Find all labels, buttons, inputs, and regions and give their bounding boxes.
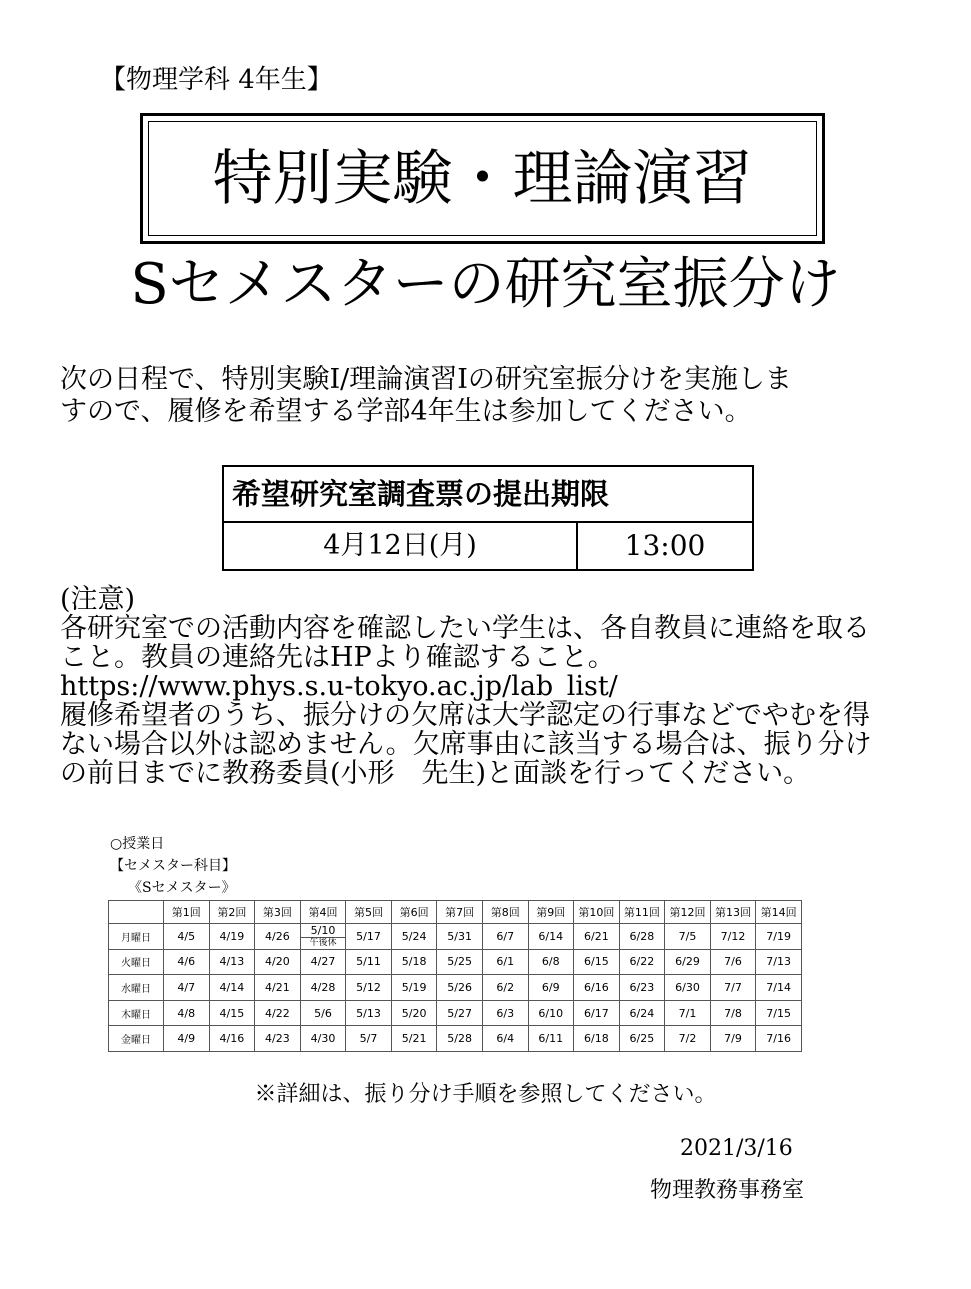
calendar-date-cell: 4/30 [300,1026,346,1052]
calendar-date-cell: 6/4 [482,1026,528,1052]
session-header: 第9回 [528,901,574,924]
weekday-label: 水曜日 [109,975,164,1001]
session-header: 第8回 [482,901,528,924]
calendar-date-cell: 4/26 [255,924,301,950]
afternoon-off-note: 午後休 [301,937,346,948]
deadline-box [222,465,754,571]
calendar-row-wednesday [109,975,802,1001]
calendar-date-cell: 6/8 [528,949,574,975]
notes-line: の前日までに教務委員(小形 先生)と面談を行ってください。 [60,758,811,789]
lab-list-url[interactable]: https://www.phys.s.u-tokyo.ac.jp/lab_list/ [60,671,618,702]
calendar-date-cell: 7/1 [665,1000,711,1026]
notes-line: こと。教員の連絡先はHPより確認すること。 [60,642,615,673]
calendar-date-cell: 6/2 [482,975,528,1001]
calendar-date-cell: 7/12 [710,924,756,950]
intro-line: すので、履修を希望する学部4年生は参加してください。 [60,396,752,427]
calendar-date-cell: 5/13 [346,1000,392,1026]
session-header: 第3回 [255,901,301,924]
deadline-heading: 希望研究室調査票の提出期限 [224,467,752,523]
weekday-label: 月曜日 [109,924,164,950]
intro-line: 次の日程で、特別実験I/理論演習Iの研究室振分けを実施しま [60,364,792,395]
session-header: 第13回 [710,901,756,924]
calendar-label-s-semester: 《Sセメスター》 [128,880,236,896]
calendar-date-cell: 7/7 [710,975,756,1001]
calendar-date-cell: 4/19 [209,924,255,950]
calendar-date-cell: 7/16 [756,1026,802,1052]
calendar-date-cell: 5/31 [437,924,483,950]
calendar-date-cell: 6/28 [619,924,665,950]
notes-section [60,585,920,788]
calendar-date-cell: 6/14 [528,924,574,950]
issuing-office: 物理教務事務室 [650,1178,805,1203]
calendar-date-cell: 6/25 [619,1026,665,1052]
calendar-date-cell: 7/9 [710,1026,756,1052]
calendar-date-cell: 4/13 [209,949,255,975]
session-header: 第6回 [391,901,437,924]
calendar-date-cell: 6/29 [665,949,711,975]
calendar-date-cell: 4/28 [300,975,346,1001]
calendar-date-cell: 6/30 [665,975,711,1001]
calendar-date-value: 5/10 [310,923,336,937]
calendar-date-cell: 5/19 [391,975,437,1001]
calendar-date-cell: 7/13 [756,949,802,975]
calendar-date-cell: 7/6 [710,949,756,975]
calendar-label-semester-courses: 【セメスター科目】 [110,858,236,874]
calendar-date-cell: 6/7 [482,924,528,950]
calendar-row-monday [109,924,802,950]
calendar-date-cell: 4/15 [209,1000,255,1026]
calendar-date-cell: 5/12 [346,975,392,1001]
weekday-label: 火曜日 [109,949,164,975]
calendar-date-cell: 6/21 [574,924,620,950]
grade-tag: 【物理学科 4年生】 [100,65,333,95]
calendar-date-cell: 7/15 [756,1000,802,1026]
session-header: 第10回 [574,901,620,924]
calendar-date-cell: 6/9 [528,975,574,1001]
calendar-date-cell: 4/16 [209,1026,255,1052]
calendar-date-cell: 4/21 [255,975,301,1001]
calendar-date-cell: 4/23 [255,1026,301,1052]
calendar-date-cell: 5/26 [437,975,483,1001]
calendar-date-cell: 5/7 [346,1026,392,1052]
deadline-time: 13:00 [624,529,706,562]
calendar-date-cell: 6/22 [619,949,665,975]
title-inner-frame [148,121,817,236]
session-header: 第1回 [164,901,210,924]
calendar-date-cell: 4/9 [164,1026,210,1052]
footer-note: ※詳細は、振り分け手順を参照してください。 [254,1082,717,1107]
session-header: 第12回 [665,901,711,924]
notes-line: 履修希望者のうち、振分けの欠席は大学認定の行事などでやむを得 [60,700,870,731]
calendar-date-cell: 6/15 [574,949,620,975]
calendar-date-cell: 7/19 [756,924,802,950]
calendar-date-cell: 5/21 [391,1026,437,1052]
session-header: 第4回 [300,901,346,924]
calendar-date-cell: 6/17 [574,1000,620,1026]
calendar-date-cell: 7/14 [756,975,802,1001]
session-header: 第11回 [619,901,665,924]
calendar-corner-cell [109,901,164,924]
deadline-date: 4月12日(月) [224,523,578,569]
calendar-date-cell: 6/3 [482,1000,528,1026]
calendar-date-cell: 4/5 [164,924,210,950]
calendar-date-cell: 4/27 [300,949,346,975]
calendar-date-cell: 5/18 [391,949,437,975]
session-header: 第2回 [209,901,255,924]
calendar-date-cell: 4/6 [164,949,210,975]
calendar-date-cell: 5/6 [300,1000,346,1026]
calendar-date-cell: 6/24 [619,1000,665,1026]
issue-date: 2021/3/16 [680,1136,793,1161]
notes-line: 各研究室での活動内容を確認したい学生は、各自教員に連絡を取る [60,613,870,644]
page-subtitle: Sセメスターの研究室振分け [130,252,841,317]
calendar-row-tuesday [109,949,802,975]
calendar-date-cell: 5/17 [346,924,392,950]
calendar-date-cell: 4/22 [255,1000,301,1026]
deadline-row [224,523,752,569]
calendar-date-cell: 6/18 [574,1026,620,1052]
calendar-date-cell: 7/2 [665,1026,711,1052]
calendar-date-cell: 6/10 [528,1000,574,1026]
calendar-row-friday [109,1026,802,1052]
calendar-date-cell: 4/7 [164,975,210,1001]
class-calendar-table [108,900,802,1052]
calendar-date-cell: 5/27 [437,1000,483,1026]
weekday-label: 木曜日 [109,1000,164,1026]
calendar-date-cell: 5/25 [437,949,483,975]
calendar-date-cell: 4/8 [164,1000,210,1026]
session-header: 第5回 [346,901,392,924]
calendar-date-cell: 5/20 [391,1000,437,1026]
calendar-date-cell: 7/8 [710,1000,756,1026]
intro-paragraph [60,364,920,428]
calendar-date-cell-with-note [300,924,346,950]
weekday-label: 金曜日 [109,1026,164,1052]
title-frame [140,113,825,244]
session-header: 第14回 [756,901,802,924]
calendar-header-row [109,901,802,924]
calendar-date-cell: 5/11 [346,949,392,975]
calendar-date-cell: 4/20 [255,949,301,975]
page-title: 特別実験・理論演習 [212,143,753,214]
calendar-date-cell: 6/16 [574,975,620,1001]
calendar-date-cell: 5/28 [437,1026,483,1052]
calendar-row-thursday [109,1000,802,1026]
calendar-date-cell: 6/11 [528,1026,574,1052]
calendar-label-class-days: ○授業日 [110,836,165,852]
notes-line: ない場合以外は認めません。欠席事由に該当する場合は、振り分け [60,729,872,760]
calendar-date-cell: 5/24 [391,924,437,950]
session-header: 第7回 [437,901,483,924]
calendar-date-cell: 7/5 [665,924,711,950]
calendar-date-cell: 6/23 [619,975,665,1001]
calendar-date-cell: 6/1 [482,949,528,975]
notes-heading: (注意) [60,584,136,615]
calendar-date-cell: 4/14 [209,975,255,1001]
